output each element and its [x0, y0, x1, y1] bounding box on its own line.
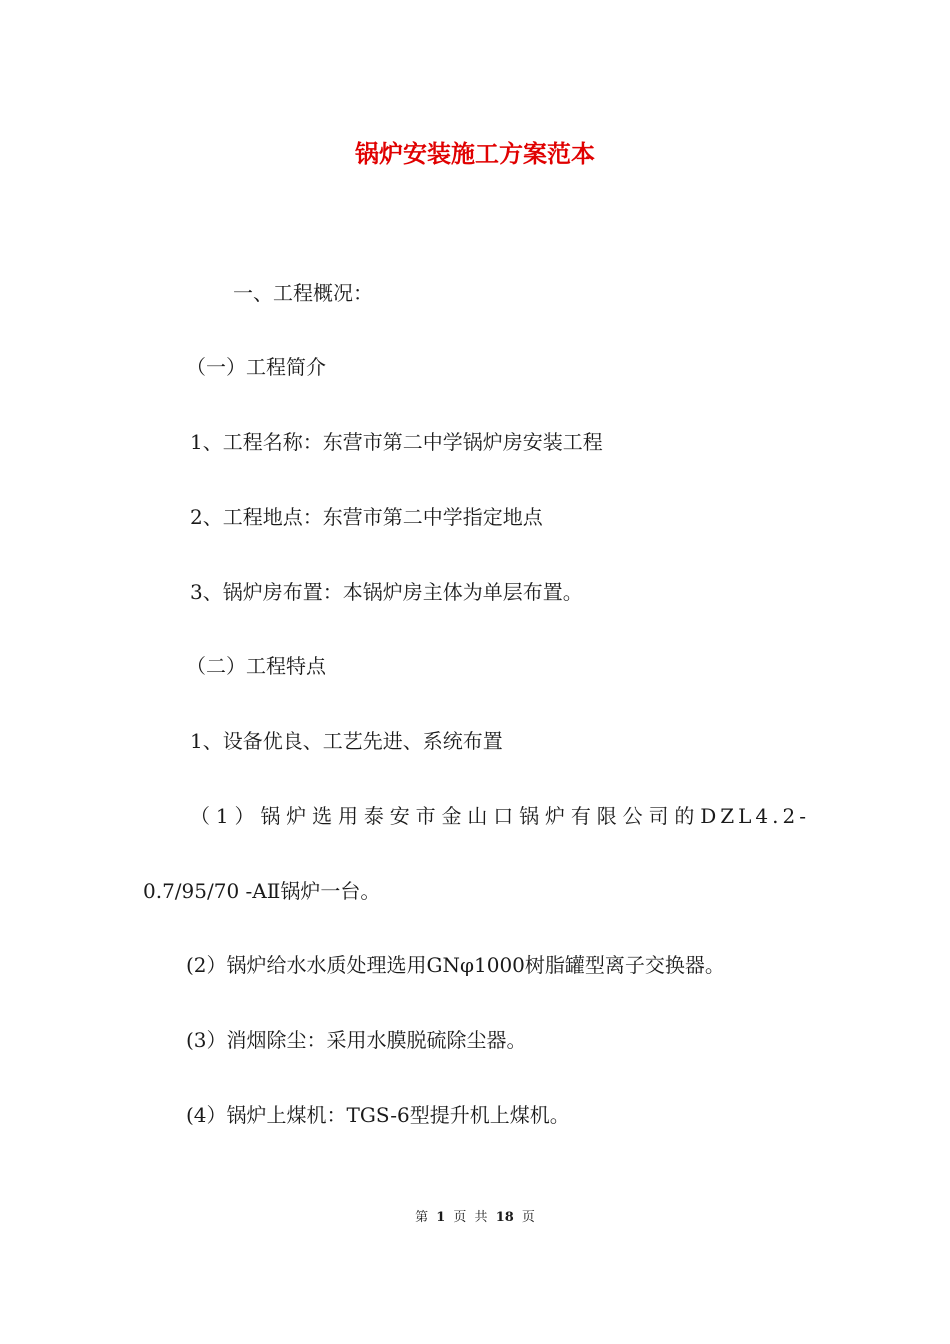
footer-total-pages: 18 — [495, 1210, 514, 1225]
footer-suffix: 页 — [521, 1210, 535, 1225]
paragraph-boiler-selection-line2: 0.7/95/70 -AⅡ锅炉一台。 — [143, 879, 381, 903]
subsection-heading-intro: （一）工程简介 — [186, 355, 326, 379]
paragraph-equipment-summary: 1、设备优良、工艺先进、系统布置 — [190, 729, 503, 753]
paragraph-dust-removal: (3）消烟除尘：采用水膜脱硫除尘器。 — [186, 1028, 527, 1052]
paragraph-coal-feeder: (4）锅炉上煤机：TGS-6型提升机上煤机。 — [186, 1103, 570, 1127]
section-heading-overview: 一、工程概况： — [233, 281, 373, 305]
footer-current-page: 1 — [436, 1210, 446, 1225]
paragraph-boiler-selection-line1: （1）锅炉选用泰安市金山口锅炉有限公司的DZL4.2- — [190, 804, 810, 828]
paragraph-project-location: 2、工程地点：东营市第二中学指定地点 — [190, 505, 543, 529]
paragraph-boiler-room-layout: 3、锅炉房布置：本锅炉房主体为单层布置。 — [190, 580, 583, 604]
footer-middle: 页 共 — [453, 1210, 488, 1225]
paragraph-water-treatment: (2）锅炉给水水质处理选用GNφ1000树脂罐型离子交换器。 — [186, 953, 725, 977]
page-footer — [0, 1208, 950, 1228]
subsection-heading-features: （二）工程特点 — [186, 654, 326, 678]
paragraph-project-name: 1、工程名称：东营市第二中学锅炉房安装工程 — [190, 430, 603, 454]
document-title: 锅炉安装施工方案范本 — [355, 139, 595, 168]
footer-prefix: 第 — [415, 1210, 429, 1225]
